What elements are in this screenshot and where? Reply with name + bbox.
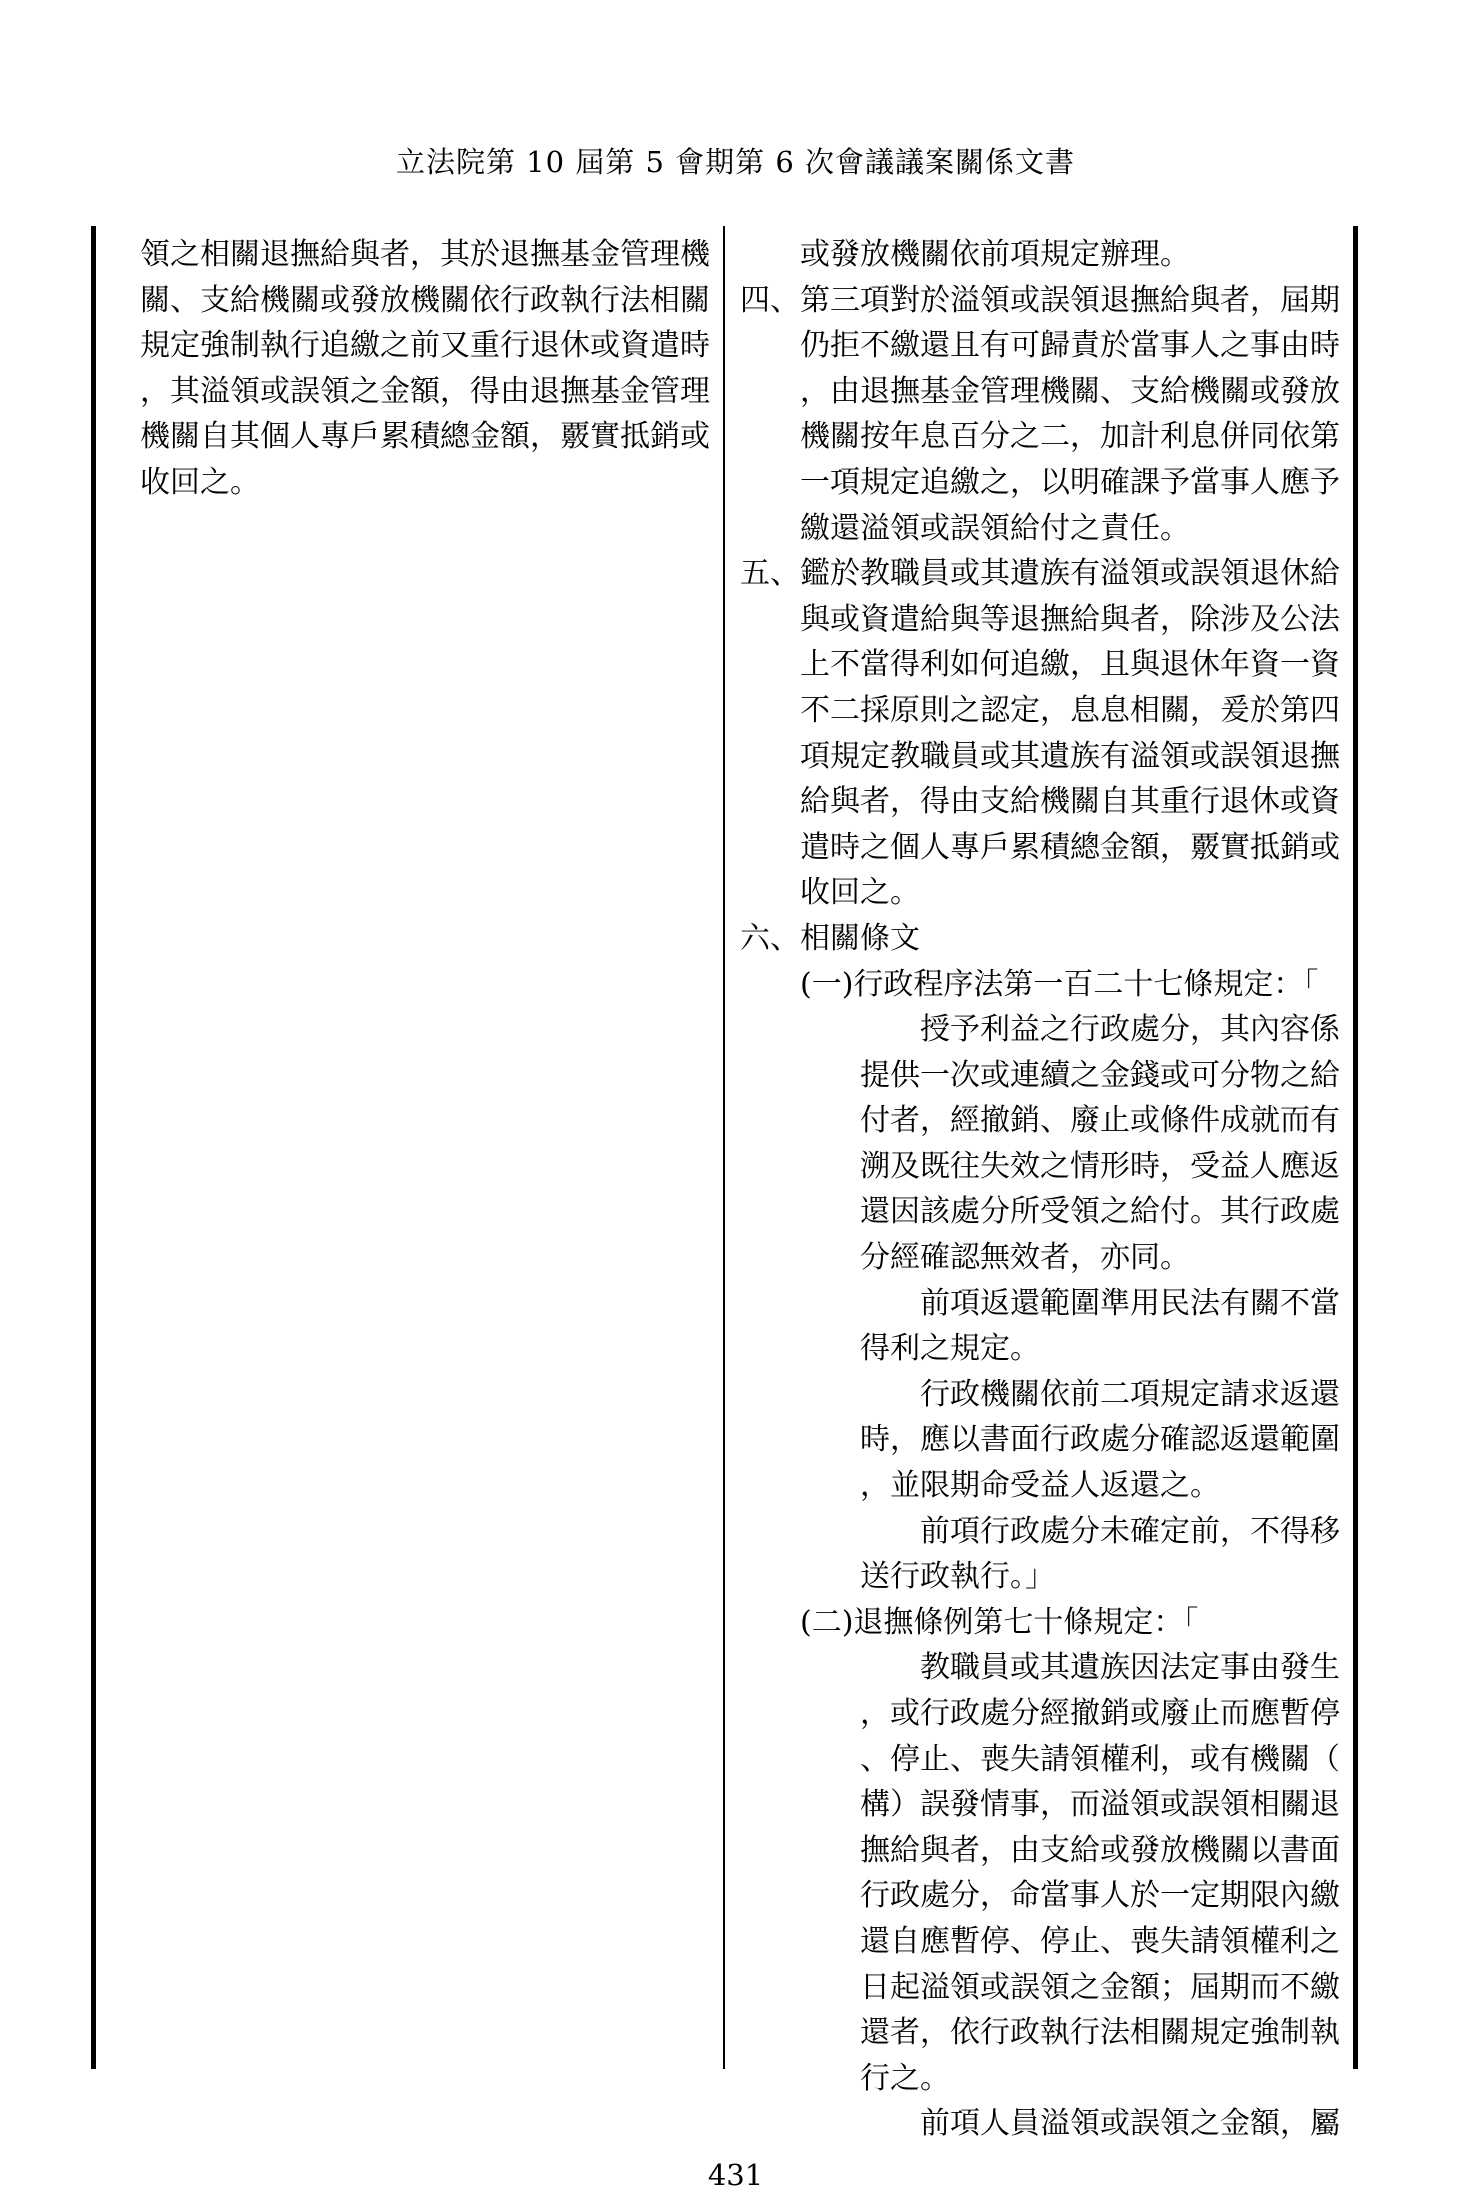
- text-line: ，或行政處分經撤銷或廢止而應暫停: [860, 1696, 1340, 1731]
- right-column: [740, 232, 1340, 2147]
- text-line: 五、鑑於教職員或其遺族有溢領或誤領退休給: [740, 556, 1340, 592]
- text-line: 六、相關條文: [740, 920, 920, 956]
- text-line: 還自應暫停、停止、喪失請領權利之: [860, 1923, 1340, 1959]
- text-line: 分經確認無效者，亦同。: [860, 1240, 1190, 1276]
- column-divider-rule: [723, 226, 725, 2069]
- text-line: 送行政執行。」: [860, 1559, 1055, 1595]
- text-line: 前項行政處分未確定前，不得移: [920, 1513, 1340, 1549]
- text-line: 還者，依行政執行法相關規定強制執: [860, 2015, 1340, 2051]
- text-line: 不二採原則之認定，息息相關，爰於第四: [800, 692, 1340, 728]
- text-line: 、停止、喪失請領權利，或有機關（: [860, 1741, 1340, 1777]
- text-line: 機關按年息百分之二，加計利息併同依第: [800, 419, 1340, 455]
- text-line: 給與者，得由支給機關自其重行退休或資: [800, 784, 1340, 820]
- text-line: 與或資遣給與等退撫給與者，除涉及公法: [800, 601, 1340, 637]
- text-line: 構）誤發情事，而溢領或誤領相關退: [860, 1787, 1340, 1823]
- text-line: 得利之規定。: [860, 1331, 1040, 1367]
- text-line: 一項規定追繳之，以明確課予當事人應予: [800, 464, 1340, 500]
- text-line: 收回之。: [800, 875, 920, 911]
- text-line: 關、支給機關或發放機關依行政執行法相關: [140, 282, 710, 318]
- text-line: 上不當得利如何追繳，且與退休年資一資: [800, 647, 1340, 683]
- text-line: 付者，經撤銷、廢止或條件成就而有: [860, 1103, 1340, 1139]
- text-line: 項規定教職員或其遺族有溢領或誤領退撫: [800, 738, 1340, 774]
- text-line: ，由退撫基金管理機關、支給機關或發放: [800, 373, 1340, 409]
- text-line: 日起溢領或誤領之金額；屆期而不繳: [860, 1969, 1340, 2005]
- right-border-rule: [1353, 226, 1358, 2069]
- text-line: ，其溢領或誤領之金額，得由退撫基金管理: [140, 373, 710, 409]
- page-number: 431: [707, 2158, 764, 2192]
- left-column: [140, 232, 710, 506]
- text-line: 行政機關依前二項規定請求返還: [920, 1376, 1340, 1412]
- text-line: 行之。: [860, 2060, 950, 2096]
- text-line: 規定強制執行追繳之前又重行退休或資遣時: [140, 328, 710, 364]
- left-border-rule: [91, 226, 96, 2069]
- text-line: 領之相關退撫給與者，其於退撫基金管理機: [140, 237, 710, 272]
- text-line: 教職員或其遺族因法定事由發生: [920, 1650, 1340, 1686]
- text-line: 收回之。: [140, 464, 260, 500]
- text-line: 授予利益之行政處分，其內容係: [920, 1012, 1340, 1048]
- text-line: 撫給與者，由支給或發放機關以書面: [860, 1832, 1340, 1868]
- text-line: 提供一次或連續之金錢或可分物之給: [860, 1057, 1340, 1093]
- text-line: 溯及既往失效之情形時，受益人應返: [860, 1148, 1340, 1184]
- text-line: ，並限期命受益人返還之。: [860, 1468, 1220, 1504]
- text-line: 前項人員溢領或誤領之金額，屬: [920, 2106, 1340, 2142]
- page-header: 立法院第 10 屆第 5 會期第 6 次會議議案關係文書: [395, 145, 1076, 179]
- text-line: 四、第三項對於溢領或誤領退撫給與者，屆期: [740, 282, 1340, 318]
- text-line: 前項返還範圍準用民法有關不當: [920, 1285, 1340, 1321]
- text-line: 遣時之個人專戶累積總金額，覈實抵銷或: [800, 829, 1340, 865]
- text-line: 還因該處分所受領之給付。其行政處: [860, 1194, 1340, 1230]
- text-line: 或發放機關依前項規定辦理。: [800, 237, 1190, 272]
- text-line: 時，應以書面行政處分確認返還範圍: [860, 1422, 1340, 1458]
- text-line: (二)退撫條例第七十條規定：「: [800, 1604, 1199, 1640]
- text-line: 仍拒不繳還且有可歸責於當事人之事由時: [800, 328, 1340, 364]
- text-line: 行政處分，命當事人於一定期限內繳: [860, 1878, 1340, 1914]
- text-line: 機關自其個人專戶累積總金額，覈實抵銷或: [140, 419, 710, 455]
- text-line: (一)行政程序法第一百二十七條規定：「: [800, 966, 1319, 1002]
- text-line: 繳還溢領或誤領給付之責任。: [800, 510, 1190, 546]
